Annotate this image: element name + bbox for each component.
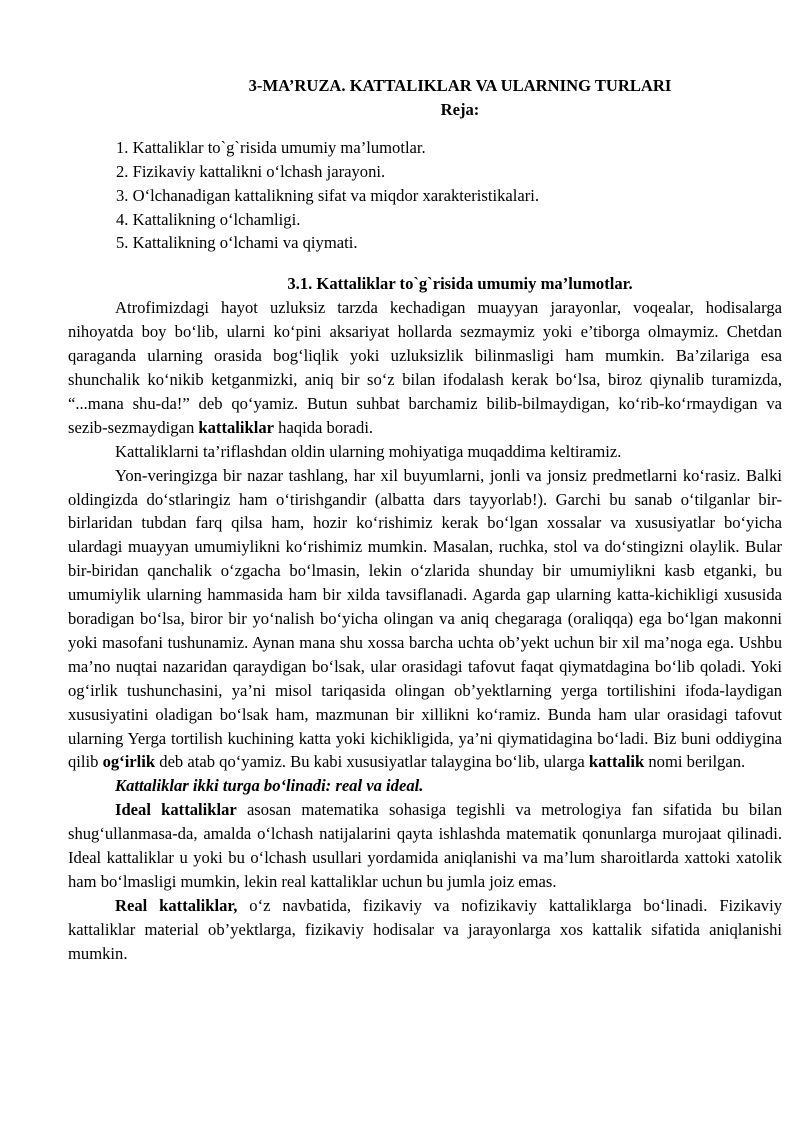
paragraph-text: deb atab qo‘yamiz. Bu kabi xususiyatlar talaygina bo‘lib, ularga (155, 752, 589, 772)
paragraph-text: haqida boradi. (274, 417, 374, 437)
section-heading: 3.1. Kattaliklar to`g`risida umumiy ma’lumotlar. (287, 274, 633, 294)
bold-term: Real kattaliklar, (115, 895, 238, 915)
paragraph-text: asosan matematika sohasiga tegishli va metrologiya fan sifatida bu bilan shug‘ullanmasa-da, amalda o‘lchash natijalarini qayta ishlashda matematik qonunlarga murojaat qilinadi. Ideal kattaliklar u yoki bu o‘lchash usullari yordamida aniqlanishi va ma’lum sharoitlarda xattoki xatolik ham bo‘lmasligi mumkin, lekin real kattaliklar uchun bu jumla joiz emas. (68, 800, 782, 891)
paragraph-examples (68, 464, 782, 775)
paragraph-intro (68, 296, 782, 439)
lecture-title: 3-MA’RUZA. KATTALIKLAR VA ULARNING TURLARI (248, 76, 672, 95)
paragraph-preface: Kattaliklarni ta’riflashdan oldin ularning mohiyatiga muqaddima keltiramiz. (115, 441, 622, 461)
outline-item: 5. Kattalikning o‘lchami va qiymati. (116, 233, 358, 253)
document-page (68, 74, 782, 966)
outline-item: 1. Kattaliklar to`g`risida umumiy ma’lumotlar. (116, 137, 426, 157)
bold-term: Ideal kattaliklar (115, 800, 237, 820)
paragraph-real (68, 894, 782, 966)
bold-term: og‘irlik (102, 752, 156, 772)
bold-term: kattalik (588, 752, 645, 772)
paragraph-text: o‘z navbatida, fizikaviy va nofizikaviy kattaliklarga bo‘linadi. Fizikaviy kattaliklar material ob’yektlarga, fizikaviy hodisalar va jarayonlarga xos kattalik sifatida aniqlanishi mumkin. (68, 895, 783, 963)
outline-item: 4. Kattalikning o‘lchamligi. (116, 209, 301, 229)
outline-item: 3. O‘lchanadigan kattalikning sifat va miqdor xarakteristikalari. (116, 185, 540, 205)
paragraph-text: Atrofimizdagi hayot uzluksiz tarzda kechadigan muayyan jarayonlar, voqealar, hodisalarga nihoyatda boy bo‘lib, ularni ko‘pini aksariyat hollarda sezmaymiz yoki e’tiborga olmaymiz. Chetdan qaraganda ularning orasida bog‘liqlik yoki uzluksizlik bilinmasligi ham mumkin. Ba’zilariga esa shunchalik ko‘nikib ketganmizki, aniq bir so‘z bilan ifodalash kerak bo‘lsa, biroz qiynalib turamizda, “...mana shu-da!” deb qo‘yamiz. Butun suhbat barchamiz bilib-bilmaydigan, ko‘rib-ko‘rmaydigan va sezib-sezmaydigan (68, 298, 782, 437)
bold-italic-statement: Kattaliklar ikki turga bo‘linadi: real va ideal. (115, 776, 424, 796)
paragraph-text: Yon-veringizga bir nazar tashlang, har xil buyumlarni, jonli va jonsiz predmetlarni ko‘rasiz. Balki oldingizda do‘stlaringiz ham o‘tirishgandir (albatta dars tayyorlab!). Garchi bu sanab o‘tilganlar bir-birlaridan tubdan farq qilsa ham, hozir ko‘rishimiz kerak bo‘lgan xossalar va xususiyatlar bo‘yicha ulardagi muayyan umumiylikni ko‘rishimiz mumkin. Masalan, ruchka, stol va do‘stingizni olaylik. Bular bir-biridan qanchalik o‘zgacha bo‘lmasin, lekin o‘zlarida shunday bir umumiylikni kasb etganki, bu umumiylik ularning hammasida ham bir xilda tavsiflanadi. Agarda gap ularning katta-kichikligi xususida boradigan bo‘lsa, biror bir yo‘nalish bo‘yicha olingan va aniq chegaraga (oraliqqa) ega bo‘lgan makonni yoki masofani tushunamiz. Aynan mana shu xossa barcha uchta ob’yekt uchun bir xil ma’noga ega. Ushbu ma’no nuqtai nazaridan qaraydigan bo‘lsak, ular orasidagi tafovut faqat qiymatdagina bo‘lib qoladi. Yoki og‘irlik tushunchasini, ya’ni misol tariqasida olingan ob’yektlarning yerga tortilishini ifoda-laydigan xususiyatini oladigan bo‘lsak ham, mazmunan bir xillikni ko‘ramiz. Bunda ham ular orasidagi tafovut ularning Yerga tortilish kuchining katta yoki kichikligida, ya’ni qiymatidagina bo‘ladi. Biz buni oddiygina qilib (68, 465, 782, 772)
paragraph-text: nomi berilgan. (644, 752, 746, 772)
plan-label: Reja: (440, 99, 480, 119)
paragraph-ideal (68, 798, 782, 894)
bold-term: kattaliklar (198, 417, 275, 437)
outline-item: 2. Fizikaviy kattalikni o‘lchash jarayoni. (116, 161, 386, 181)
paragraph-types (68, 774, 782, 798)
plan-outline (68, 136, 782, 256)
